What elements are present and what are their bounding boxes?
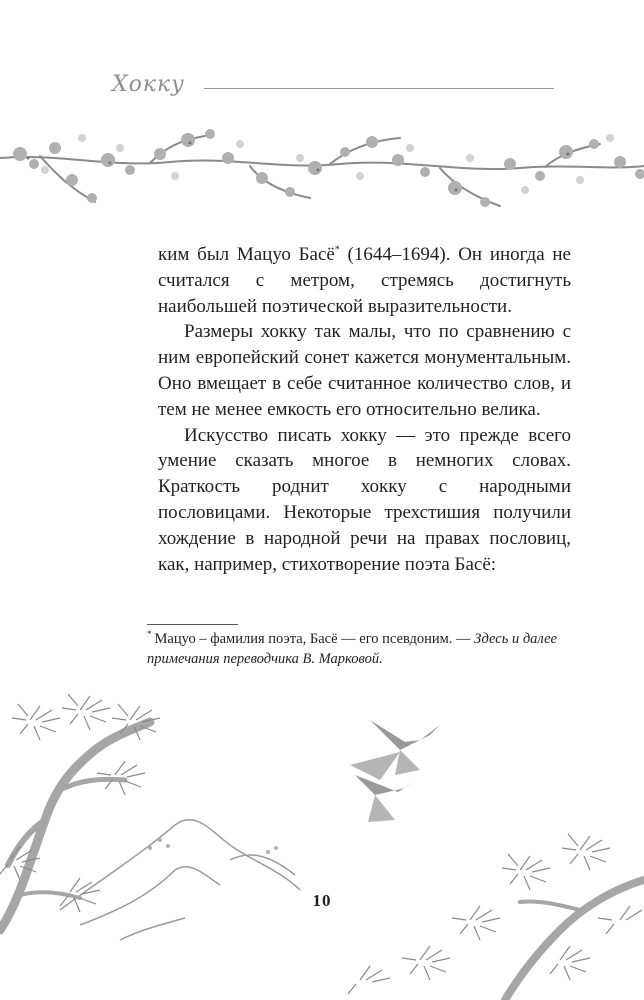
running-head: Хокку — [112, 72, 185, 97]
footnote-italic: Здесь и далее примечания переводчика В. Марковой. — [147, 631, 557, 667]
footnote-marker: * — [147, 629, 152, 640]
footnote-text: Мацуо – фамилия поэта, Басё — его псевдоним. — — [154, 631, 475, 647]
footnote-reference[interactable]: * — [334, 244, 340, 256]
page-number: 10 — [312, 891, 332, 910]
footnote-rule — [147, 624, 238, 625]
cherry-blossom-branch-icon — [0, 118, 644, 222]
running-head-rule — [204, 88, 554, 89]
body-text — [158, 242, 571, 577]
mountain-icon — [60, 820, 300, 940]
crane-icon — [350, 720, 440, 822]
pine-tree-icon — [348, 834, 644, 1000]
paragraph-3: Искусство писать хокку — это прежде всего умение сказать многое в немногих словах. Краткость роднит хокку с народными пословицами. Некоторые трехстишия получили хождение в народной речи на правах пословиц, как, например, стихотворение поэта Басё: — [158, 424, 571, 575]
paragraph-2: Размеры хокку так малы, что по сравнению с ним европейский сонет кажется монументальным. Оно вмещает в себе считанное количество слов, и тем не менее емкость его относительно велика. — [158, 321, 571, 420]
paragraph-1-start: ким был Мацуо Басё — [158, 244, 335, 265]
paragraph-1-rest: (1644–1694). Он иногда не считался с метром, стремясь достигнуть наибольшей поэтической выразительности. — [158, 244, 571, 317]
landscape-illustration — [0, 680, 644, 1000]
paragraph-1 — [158, 242, 571, 319]
footnote — [147, 629, 567, 669]
